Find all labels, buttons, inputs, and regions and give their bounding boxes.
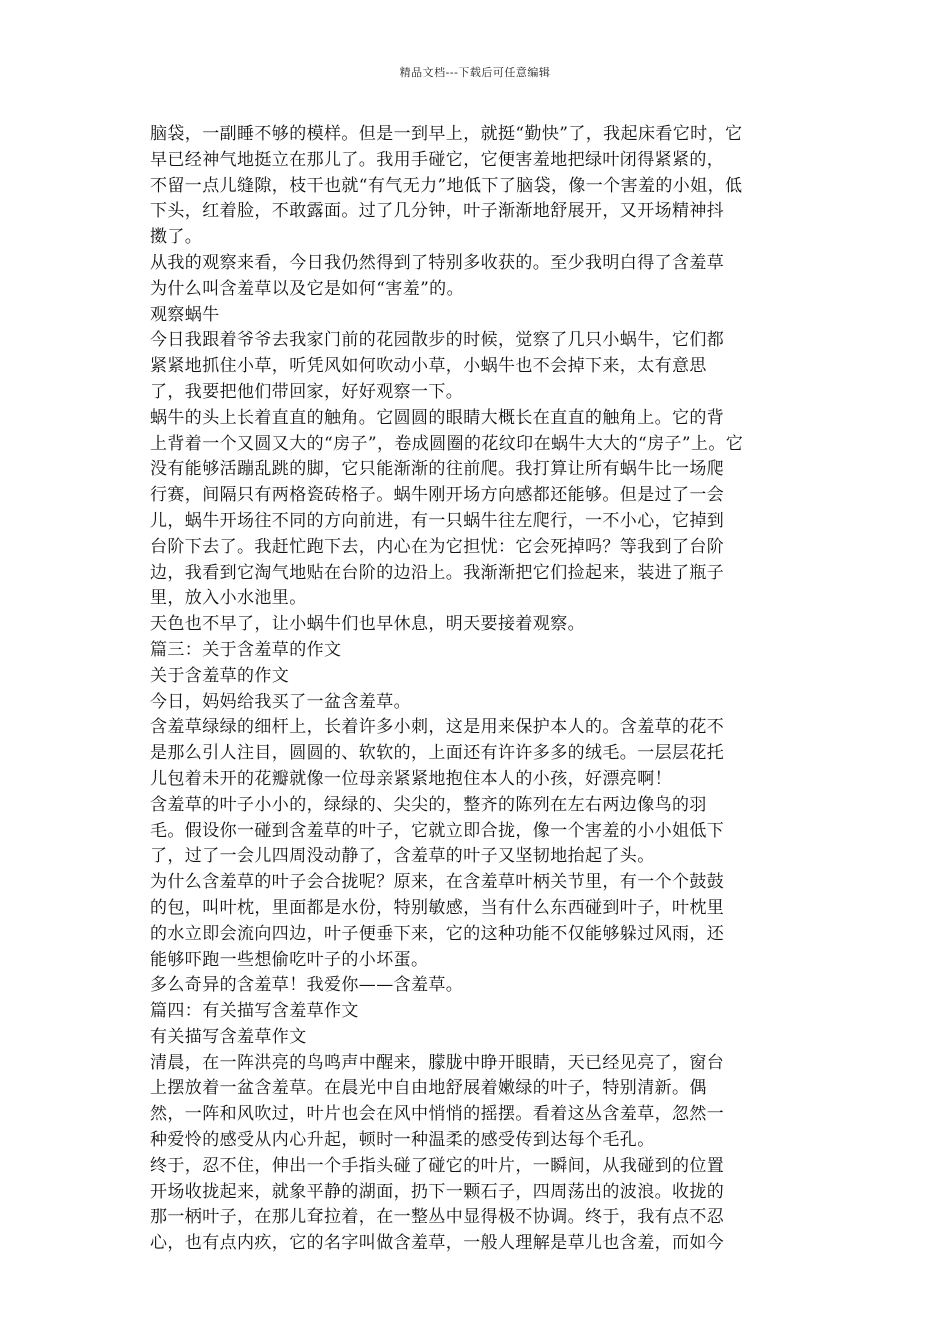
text-line: 清晨，在一阵洪亮的鸟鸣声中醒来，朦胧中睁开眼睛，天已经见亮了，窗台	[150, 1052, 725, 1073]
text-line: 然，一阵和风吹过，叶片也会在风中悄悄的摇摆。看着这丛含羞草，忽然一	[150, 1104, 725, 1125]
text-line: 下头，红着脸，不敢露面。过了几分钟，叶子渐渐地舒展开，又开场精神抖	[150, 201, 725, 222]
text-line: 开场收拢起来，就象平静的湖面，扔下一颗石子，四周荡出的波浪。收拢的	[150, 1181, 725, 1202]
text-line: 为什么含羞草的叶子会合拢呢？原来，在含羞草叶柄关节里，有一个个鼓鼓	[150, 872, 725, 893]
text-line: 擞了。	[150, 227, 203, 248]
text-line: 今日，妈妈给我买了一盆含羞草。	[150, 691, 411, 712]
article-title: 有关描写含羞草作文	[150, 1026, 307, 1047]
text-line: 蜗牛的头上长着直直的触角。它圆圆的眼睛大概长在直直的触角上。它的背	[150, 407, 725, 428]
text-line: 种爱怜的感受从内心升起，顿时一种温柔的感受传到达每个毛孔。	[150, 1130, 655, 1151]
text-line: 的包，叫叶枕，里面都是水份，特别敏感，当有什么东西碰到叶子，叶枕里	[150, 897, 725, 918]
text-line: 那一柄叶子，在那儿耷拉着，在一整丛中显得极不协调。终于，我有点不忍	[150, 1207, 725, 1228]
text-line: 天色也不早了，让小蜗牛们也早休息，明天要接着观察。	[150, 614, 585, 635]
text-line: 没有能够活蹦乱跳的脚，它只能渐渐的往前爬。我打算让所有蜗牛比一场爬	[150, 459, 725, 480]
article-title: 关于含羞草的作文	[150, 665, 290, 686]
text-line: 行赛，间隔只有两格瓷砖格子。蜗牛刚开场方向感都还能够。但是过了一会	[150, 485, 725, 506]
text-line: 不留一点儿缝隙，枝干也就“有气无力”地低下了脑袋，像一个害羞的小姐，低	[150, 175, 743, 196]
text-line: 含羞草的叶子小小的，绿绿的、尖尖的，整齐的陈列在左右两边像鸟的羽	[150, 794, 707, 815]
text-line: 终于，忍不住，伸出一个手指头碰了碰它的叶片，一瞬间，从我碰到的位置	[150, 1155, 725, 1176]
text-line: 里，放入小水池里。	[150, 588, 307, 609]
text-line: 儿包着未开的花瓣就像一位母亲紧紧地抱住本人的小孩，好漂亮啊！	[150, 768, 672, 789]
text-line: 台阶下去了。我赶忙跑下去，内心在为它担忧：它会死掉吗？等我到了台阶	[150, 536, 725, 557]
text-line: 了，过了一会儿四周没动静了，含羞草的叶子又坚韧地抬起了头。	[150, 846, 655, 867]
text-line: 毛。假设你一碰到含羞草的叶子，它就立即合拢，像一个害羞的小小姐低下	[150, 820, 725, 841]
text-line: 从我的观察来看，今日我仍然得到了特别多收获的。至少我明白得了含羞草	[150, 252, 725, 273]
text-line: 早已经神气地挺立在那儿了。我用手碰它，它便害羞地把绿叶闭得紧紧的，	[150, 149, 725, 170]
text-line: 心，也有点内疚，它的名字叫做含羞草，一般人理解是草儿也含羞，而如今	[150, 1233, 725, 1254]
section-heading: 篇三：关于含羞草的作文	[150, 639, 342, 660]
text-line: 是那么引人注目，圆圆的、软软的，上面还有许许多多的绒毛。一层层花托	[150, 743, 725, 764]
section-heading: 篇四：有关描写含羞草作文	[150, 1001, 359, 1022]
text-line: 含羞草绿绿的细杆上，长着许多小刺，这是用来保护本人的。含羞草的花不	[150, 717, 725, 738]
text-line: 多么奇异的含羞草！我爱你——含羞草。	[150, 975, 464, 996]
text-line: 儿，蜗牛开场往不同的方向前进，有一只蜗牛往左爬行，一不小心，它掉到	[150, 510, 725, 531]
text-line: 的水立即会流向四边，叶子便垂下来，它的这种功能不仅能够躲过风雨，还	[150, 923, 725, 944]
page-header: 精品文档---下载后可任意编辑	[399, 66, 551, 79]
text-line: 上背着一个又圆又大的“房子”，卷成圆圈的花纹印在蜗牛大大的“房子”上。它	[150, 433, 744, 454]
text-line: 边，我看到它淘气地贴在台阶的边沿上。我渐渐把它们捡起来，装进了瓶子	[150, 562, 725, 583]
text-line: 脑袋，一副睡不够的模样。但是一到早上，就挺“勤快”了，我起床看它时，它	[150, 124, 743, 144]
section-heading: 观察蜗牛	[150, 304, 220, 325]
text-line: 为什么叫含羞草以及它是如何“害羞”的。	[150, 278, 464, 299]
document-body	[150, 122, 800, 1257]
text-line: 紧紧地抓住小草，听凭风如何吹动小草，小蜗牛也不会掉下来，太有意思	[150, 356, 707, 377]
text-line: 能够吓跑一些想偷吃叶子的小坏蛋。	[150, 949, 429, 970]
text-line: 今日我跟着爷爷去我家门前的花园散步的时候，觉察了几只小蜗牛，它们都	[150, 330, 725, 351]
text-line: 了，我要把他们带回家，好好观察一下。	[150, 381, 464, 402]
text-line: 上摆放着一盆含羞草。在晨光中自由地舒展着嫩绿的叶子，特别清新。偶	[150, 1078, 707, 1099]
